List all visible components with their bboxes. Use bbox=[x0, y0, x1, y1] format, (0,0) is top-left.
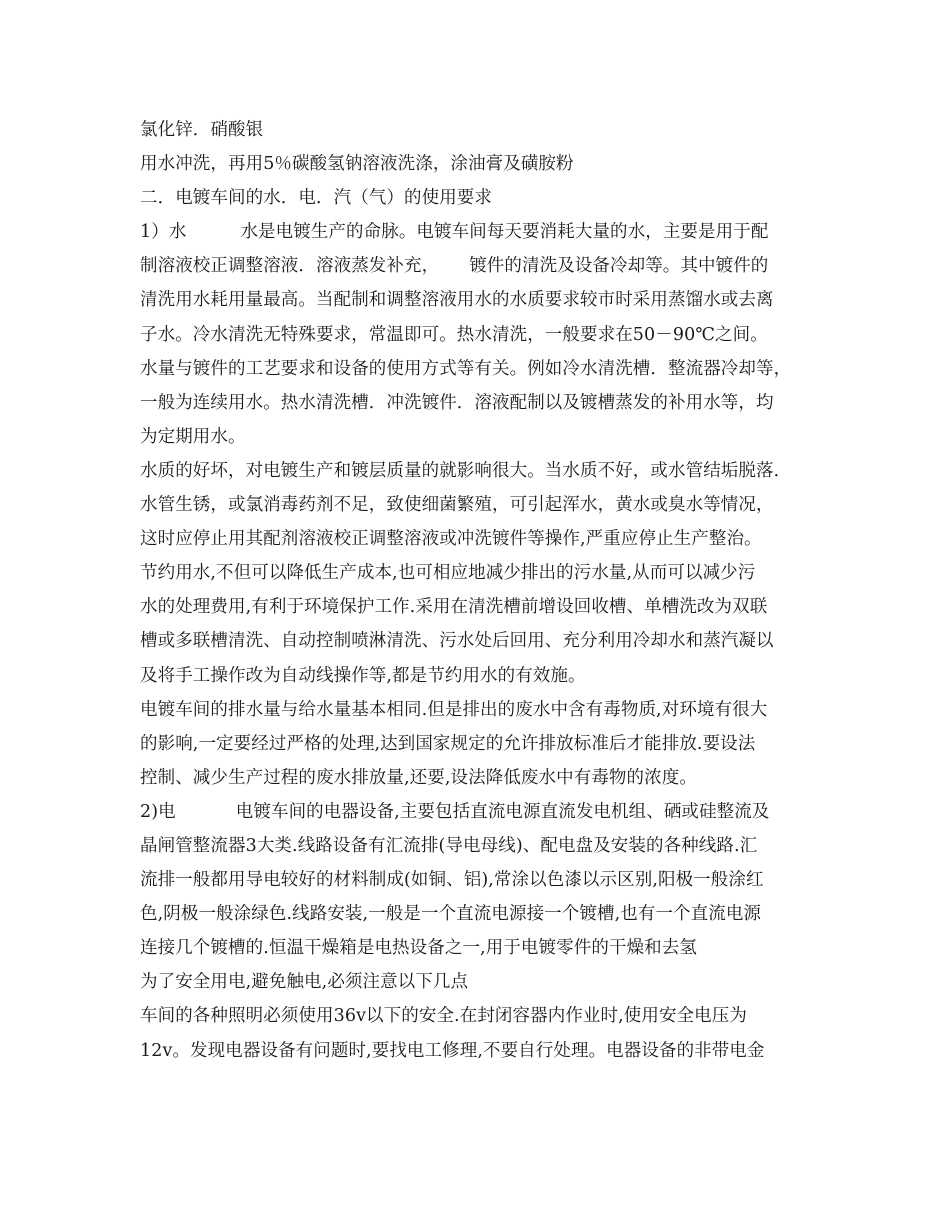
text-segment: 水是电镀生产的命脉。电镀车间每天要消耗大量的水，主要是用于配 bbox=[240, 222, 769, 243]
text-line: 连接几个镀槽的.恒温干燥箱是电热设备之一,用于电镀零件的干燥和去氢 bbox=[140, 938, 697, 959]
text-line: 为定期用水。 bbox=[140, 426, 246, 447]
text-line: 氯化锌．硝酸银 bbox=[140, 120, 264, 140]
text-line: 槽或多联槽清洗、自动控制喷淋清洗、污水处后回用、充分利用冷却水和蒸汽凝以 bbox=[140, 631, 774, 652]
text-line: 色,阴极一般涂绿色.线路安装,一般是一个直流电源接一个镀槽,也有一个直流电源 bbox=[140, 904, 762, 925]
text-line-electric bbox=[140, 795, 820, 829]
text-line: 电镀车间的排水量与给水量基本相同.但是排出的废水中含有毒物质,对环境有很大 bbox=[140, 699, 768, 720]
text-line: 的影响,一定要经过严格的处理,达到国家规定的允许排放标准后才能排放.要设法 bbox=[140, 733, 756, 754]
section-electric-label: 2)电 bbox=[140, 801, 176, 822]
text-line: 12v。发现电器设备有问题时,要找电工修理,不要自行处理。电器设备的非带电金 bbox=[140, 1040, 765, 1061]
text-line: 水质的好坏，对电镀生产和镀层质量的就影响很大。当水质不好，或水管结垢脱落． bbox=[140, 460, 792, 481]
text-line: 清洗用水耗用量最高。当配制和调整溶液用水的水质要求较市时采用蒸馏水或去离 bbox=[140, 290, 774, 311]
text-segment: 电镀车间的电器设备,主要包括直流电源直流发电机组、硒或硅整流及 bbox=[235, 801, 770, 822]
text-line: 节约用水,不但可以降低生产成本,也可相应地减少排出的污水量,从而可以减少污 bbox=[140, 563, 756, 584]
text-line: 晶闸管整流器3大类.线路设备有汇流排(导电母线)、配电盘及安装的各种线路.汇 bbox=[140, 835, 758, 856]
text-line: 子水。冷水清洗无特殊要求，常温即可。热水清洗，一般要求在50－90℃之间。 bbox=[140, 324, 768, 345]
text-line: 及将手工操作改为自动线操作等,都是节约用水的有效施。 bbox=[140, 665, 586, 686]
text-line bbox=[140, 249, 820, 283]
text-line: 水管生锈，或氯消毒药剂不足，致使细菌繁殖，可引起浑水，黄水或臭水等情况， bbox=[140, 495, 774, 516]
text-line: 这时应停止用其配剂溶液校正调整溶液或冲洗镀件等操作,严重应停止生产整治。 bbox=[140, 529, 762, 550]
text-segment: 镀件的清洗及设备冷却等。其中镀件的 bbox=[469, 256, 769, 277]
document-body bbox=[140, 113, 820, 1068]
text-line: 为了安全用电,避免触电,必须注意以下几点 bbox=[140, 972, 469, 993]
section-water-label: 1）水 bbox=[140, 222, 187, 243]
text-line: 车间的各种照明必须使用36v以下的安全.在封闭容器内作业时,使用安全电压为 bbox=[140, 1006, 747, 1027]
text-line-water bbox=[140, 215, 820, 249]
text-line: 水的处理费用,有利于环境保护工作.采用在清洗槽前增设回收槽、单槽洗改为双联 bbox=[140, 597, 768, 618]
text-line: 流排一般都用导电较好的材料制成(如铜、铝),常涂以色漆以示区别,阳极一般涂红 bbox=[140, 870, 764, 891]
section-heading: 二．电镀车间的水．电．汽（气）的使用要求 bbox=[140, 188, 492, 209]
text-line: 水量与镀件的工艺要求和设备的使用方式等有关。例如冷水清洗槽．整流器冷却等， bbox=[140, 358, 792, 379]
text-segment: 制溶液校正调整溶液．溶液蒸发补充， bbox=[140, 256, 440, 277]
text-line: 一般为连续用水。热水清洗槽．冲洗镀件．溶液配制以及镀槽蒸发的补用水等，均 bbox=[140, 392, 774, 413]
text-line: 用水冲洗，再用5％碳酸氢钠溶液洗涤，涂油膏及磺胺粉 bbox=[140, 154, 574, 175]
text-line: 控制、减少生产过程的废水排放量,还要,设法降低废水中有毒物的浓度。 bbox=[140, 767, 697, 788]
